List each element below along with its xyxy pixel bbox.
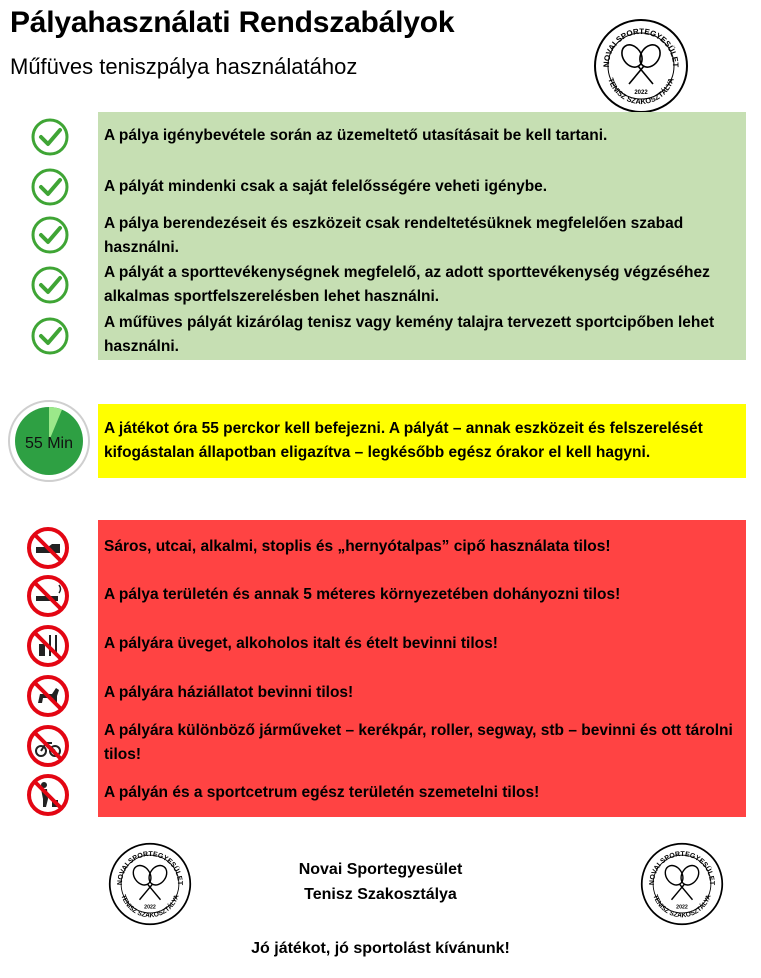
svg-text:NOVAI SPORTEGYESÜLET: NOVAI SPORTEGYESÜLET	[601, 26, 681, 68]
check-icon	[30, 117, 70, 162]
no-food-drink-icon	[26, 624, 70, 673]
svg-text:2022: 2022	[144, 904, 156, 911]
club-logo	[640, 842, 724, 926]
prohibition-text: A pályára üveget, alkoholos italt és ételt bevinni tilos!	[104, 635, 498, 652]
club-logo	[108, 842, 192, 926]
page-subtitle: Műfüves teniszpálya használatához	[10, 54, 358, 79]
check-icon	[30, 167, 70, 212]
footer-org-line1: Novai Sportegyesület	[298, 861, 463, 878]
no-littering-icon	[26, 773, 70, 822]
club-logo	[593, 18, 689, 114]
svg-text:TENISZ SZAKOSZTÁLYA: TENISZ SZAKOSZTÁLYA	[119, 893, 181, 920]
time-rule-panel	[98, 404, 746, 478]
no-pets-icon	[26, 674, 70, 723]
svg-text:2022: 2022	[634, 90, 648, 96]
rule-text: A műfüves pályát kizárólag tenisz vagy kemény talajra tervezett sportcipőben lehet használni.	[104, 314, 715, 355]
prohibition-text: A pályán és a sportcetrum egész területén szemetelni tilos!	[104, 784, 540, 801]
general-rules-panel	[98, 112, 746, 360]
prohibition-text: A pályára háziállatot bevinni tilos!	[104, 684, 354, 701]
no-smoking-icon	[26, 574, 70, 623]
no-bicycle-icon	[26, 724, 70, 773]
svg-text:55 Min: 55 Min	[24, 435, 74, 452]
rule-text: A pálya igénybevétele során az üzemeltető utasításait be kell tartani.	[104, 127, 608, 144]
page-title: Pályahasználati Rendszabályok	[10, 6, 455, 39]
rule-text: A pálya berendezéseit és eszközeit csak rendeltetésüknek megfelelően szabad használni.	[104, 215, 684, 256]
prohibitions-panel	[98, 520, 746, 817]
svg-text:TENISZ SZAKOSZTÁLYA: TENISZ SZAKOSZTÁLYA	[606, 76, 676, 107]
prohibition-text: Sáros, utcai, alkalmi, stoplis és „hernyótalpas” cipő használata tilos!	[104, 538, 611, 555]
footer-org-line2: Tenisz Szakosztálya	[304, 886, 457, 903]
timer-icon	[7, 399, 91, 488]
prohibition-text: A pályára különböző járműveket – kerékpár, roller, segway, stb – bevinni és ott tárolni tilos!	[104, 722, 733, 763]
svg-text:2022: 2022	[676, 904, 688, 911]
check-icon	[30, 265, 70, 310]
svg-text:NOVAI SPORTEGYESÜLET: NOVAI SPORTEGYESÜLET	[116, 850, 184, 886]
prohibition-text: A pálya területén és annak 5 méteres környezetében dohányozni tilos!	[104, 586, 621, 603]
time-rule-text: A játékot óra 55 perckor kell befejezni. A pályát – annak eszközeit és felszerelését kifogástalan állapotban eligazítva – legkésőbb egész órakor el kell hagyni.	[104, 420, 703, 461]
no-shoes-icon	[26, 526, 70, 575]
svg-text:TENISZ SZAKOSZTÁLYA: TENISZ SZAKOSZTÁLYA	[651, 893, 713, 920]
svg-text:NOVAI SPORTEGYESÜLET: NOVAI SPORTEGYESÜLET	[648, 850, 716, 886]
footer-closing: Jó játékot, jó sportolást kívánunk!	[251, 940, 510, 957]
rule-text: A pályát mindenki csak a saját felelősségére veheti igénybe.	[104, 178, 548, 195]
check-icon	[30, 215, 70, 260]
check-icon	[30, 316, 70, 361]
rule-text: A pályát a sporttevékenységnek megfelelő, az adott sporttevékenység végzéséhez alkalmas sportfelszerelésben lehet használni.	[104, 264, 710, 305]
